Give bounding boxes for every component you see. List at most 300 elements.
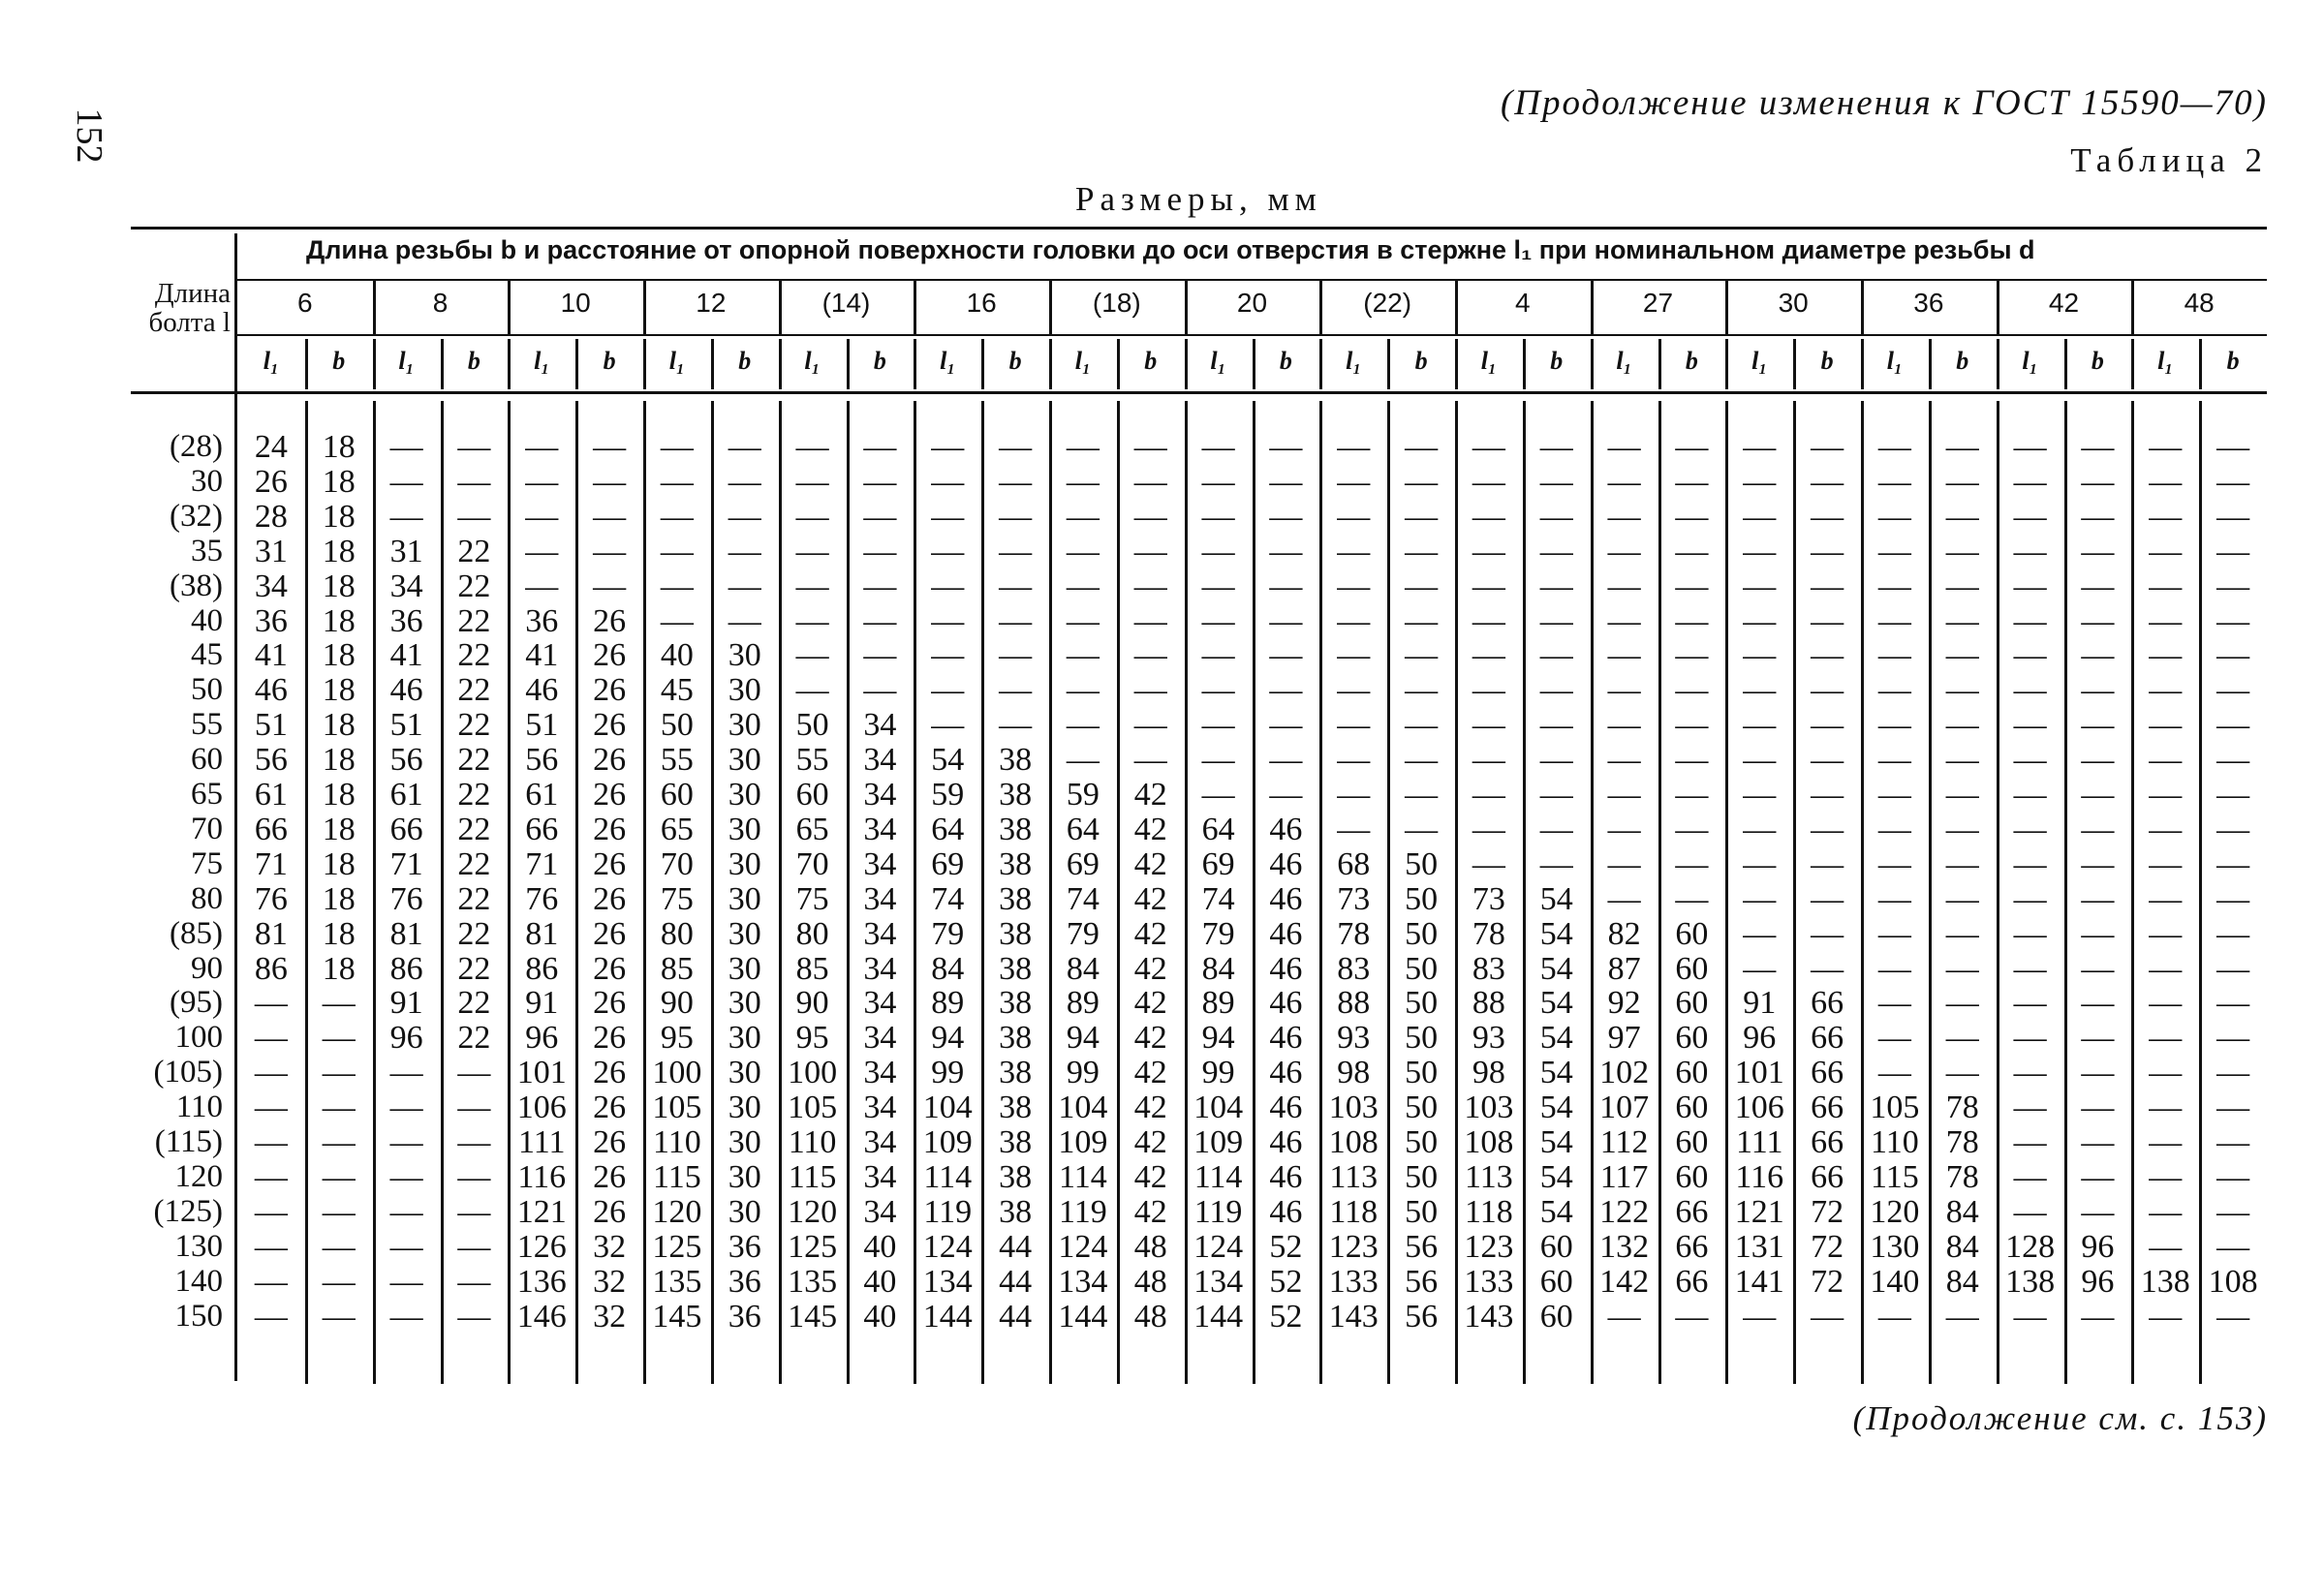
table-cell: —: [1607, 463, 1641, 500]
table-cell: 76: [389, 880, 423, 917]
table-cell: —: [1133, 602, 1167, 639]
table-cell: —: [2149, 880, 2183, 917]
table-cell: —: [2216, 1158, 2250, 1195]
table-cell: 100: [788, 1055, 838, 1091]
table-cell: —: [1945, 707, 1979, 744]
table-cell: —: [1472, 498, 1505, 535]
table-cell: 51: [389, 707, 423, 744]
table-cell: 26: [593, 637, 627, 674]
table-cell: —: [2013, 1193, 2047, 1230]
table-cell: 26: [593, 950, 627, 987]
table-cell: 24: [254, 429, 288, 465]
table-cell: —: [2081, 1158, 2115, 1195]
table-cell: —: [863, 637, 897, 674]
table-cell: —: [1945, 568, 1979, 604]
table-cell: 26: [593, 742, 627, 779]
table-cell: 55: [660, 742, 694, 779]
row-label: 50: [191, 672, 223, 708]
table-cell: 26: [593, 1090, 627, 1126]
table-cell: —: [660, 568, 694, 604]
table-cell: —: [254, 1090, 288, 1126]
table-cell: 143: [1328, 1298, 1379, 1335]
table-cell: 72: [1811, 1263, 1844, 1300]
table-cell: 52: [1269, 1298, 1303, 1335]
table-cell: —: [2013, 533, 2047, 569]
table-cell: 104: [1058, 1090, 1108, 1126]
table-cell: 84: [1945, 1193, 1979, 1230]
table-cell: 61: [525, 777, 559, 813]
table-cell: —: [1945, 1055, 1979, 1091]
table-cell: —: [1405, 742, 1439, 779]
table-cell: 52: [1269, 1228, 1303, 1265]
table-cell: 64: [931, 811, 965, 847]
table-cell: 55: [795, 742, 829, 779]
row-label: 35: [191, 533, 223, 568]
table-cell: —: [1539, 672, 1573, 709]
table-cell: —: [1743, 707, 1777, 744]
table-cell: 94: [1066, 1020, 1100, 1057]
diameter-header: 30: [1778, 288, 1809, 318]
table-cell: 50: [1405, 1055, 1439, 1091]
table-cell: —: [660, 602, 694, 639]
sub-header-b: b: [467, 347, 480, 375]
table-cell: —: [525, 463, 559, 500]
table-cell: 120: [652, 1193, 702, 1230]
table-cell: 76: [254, 880, 288, 917]
table-cell: —: [2081, 533, 2115, 569]
table-cell: —: [931, 637, 965, 674]
sub-header-l1: l₁: [1886, 347, 1904, 375]
table-name: Таблица 2: [2070, 141, 2268, 179]
table-cell: 30: [728, 637, 761, 674]
table-cell: 85: [660, 950, 694, 987]
table-cell: —: [1472, 637, 1505, 674]
table-cell: —: [1945, 1020, 1979, 1057]
table-cell: —: [1472, 707, 1505, 744]
table-cell: —: [1945, 845, 1979, 882]
diameter-divider: [1997, 281, 1999, 334]
table-cell: —: [1539, 742, 1573, 779]
row-label: 110: [175, 1090, 223, 1125]
table-cell: 66: [1811, 985, 1844, 1022]
table-cell: —: [1877, 1055, 1911, 1091]
sub-header-l1: l₁: [534, 347, 550, 375]
table-cell: —: [931, 463, 965, 500]
table-cell: 34: [863, 985, 897, 1022]
table-cell: —: [863, 533, 897, 569]
table-cell: 60: [1675, 1090, 1709, 1126]
table-cell: —: [2216, 915, 2250, 952]
column-divider: [914, 339, 916, 389]
sub-header-l1: l₁: [1346, 347, 1362, 375]
table-cell: —: [593, 533, 627, 569]
table-cell: —: [1539, 637, 1573, 674]
table-cell: 135: [652, 1263, 702, 1300]
table-cell: —: [1607, 637, 1641, 674]
table-cell: 117: [1599, 1158, 1649, 1195]
table-cell: 34: [863, 845, 897, 882]
table-cell: —: [2216, 672, 2250, 709]
table-cell: 89: [1066, 985, 1100, 1022]
table-cell: —: [2216, 1020, 2250, 1057]
table-cell: 42: [1133, 1055, 1167, 1091]
table-cell: 46: [525, 672, 559, 709]
table-cell: 112: [1599, 1124, 1649, 1160]
table-cell: 36: [728, 1298, 761, 1335]
sub-header-l1: l₁: [2157, 347, 2174, 375]
table-cell: 119: [1059, 1193, 1107, 1230]
table-cell: —: [389, 1193, 423, 1230]
table-cell: 22: [457, 985, 491, 1022]
row-label: 70: [191, 811, 223, 846]
table-cell: —: [2081, 777, 2115, 813]
table-cell: —: [1675, 845, 1709, 882]
table-cell: 90: [660, 985, 694, 1022]
sub-header-b: b: [1685, 347, 1698, 375]
table-cell: —: [1675, 602, 1709, 639]
table-cell: —: [1877, 950, 1911, 987]
table-cell: —: [1066, 533, 1100, 569]
row-label: (32): [170, 498, 223, 534]
table-cell: 22: [457, 742, 491, 779]
table-cell: 26: [593, 1158, 627, 1195]
table-cell: —: [2081, 463, 2115, 500]
table-cell: —: [1405, 707, 1439, 744]
row-label: (38): [170, 568, 223, 603]
table-cell: —: [1945, 1298, 1979, 1335]
table-cell: 22: [457, 845, 491, 882]
table-cell: 50: [660, 707, 694, 744]
table-cell: —: [795, 637, 829, 674]
table-cell: —: [525, 568, 559, 604]
table-cell: 134: [1193, 1263, 1244, 1300]
table-cell: 66: [1811, 1020, 1844, 1057]
column-divider: [1185, 339, 1188, 389]
diameter-divider: [1319, 281, 1322, 334]
table-cell: —: [1811, 1298, 1844, 1335]
table-cell: 46: [254, 672, 288, 709]
diameter-header: 8: [432, 288, 449, 318]
table-cell: —: [2216, 1228, 2250, 1265]
table-cell: 46: [1269, 1193, 1303, 1230]
table-cell: 32: [593, 1263, 627, 1300]
diameter-header: 20: [1236, 288, 1268, 318]
table-cell: —: [2216, 1124, 2250, 1160]
column-divider: [1591, 339, 1594, 389]
table-cell: —: [1269, 777, 1303, 813]
sub-header-l1: l₁: [1616, 347, 1632, 375]
table-cell: —: [1811, 672, 1844, 709]
table-cell: —: [999, 637, 1033, 674]
table-cell: 42: [1133, 1193, 1167, 1230]
table-cell: 144: [1193, 1298, 1244, 1335]
table-cell: —: [1811, 568, 1844, 604]
table-cell: 54: [1539, 985, 1573, 1022]
table-cell: 94: [1201, 1020, 1235, 1057]
diameter-divider: [1049, 281, 1052, 334]
header-rule-1: [237, 279, 2267, 281]
diameter-header: 36: [1913, 288, 1944, 318]
table-cell: —: [389, 1263, 423, 1300]
row-label: (85): [170, 915, 223, 951]
table-cell: 51: [525, 707, 559, 744]
table-cell: —: [1743, 742, 1777, 779]
table-cell: 100: [652, 1055, 702, 1091]
table-cell: —: [1945, 463, 1979, 500]
column-divider: [441, 339, 444, 389]
table-cell: —: [1877, 1020, 1911, 1057]
column-divider: [1049, 339, 1052, 389]
table-cell: —: [1811, 533, 1844, 569]
table-cell: —: [863, 568, 897, 604]
table-cell: 84: [1945, 1263, 1979, 1300]
table-cell: 69: [931, 845, 965, 882]
row-label: 65: [191, 777, 223, 812]
table-cell: —: [2081, 707, 2115, 744]
table-cell: —: [1405, 672, 1439, 709]
table-cell: —: [2216, 463, 2250, 500]
table-cell: 42: [1133, 1158, 1167, 1195]
table-cell: 60: [1675, 1055, 1709, 1091]
table-cell: —: [931, 533, 965, 569]
table-cell: —: [254, 1298, 288, 1335]
table-cell: —: [795, 568, 829, 604]
table-cell: 118: [1329, 1193, 1379, 1230]
table-cell: —: [2149, 463, 2183, 500]
table-cell: —: [2149, 1193, 2183, 1230]
table-cell: 42: [1133, 1124, 1167, 1160]
table-cell: —: [1877, 1298, 1911, 1335]
table-cell: —: [795, 429, 829, 465]
table-cell: —: [1811, 950, 1844, 987]
table-cell: —: [1337, 707, 1371, 744]
table-cell: 50: [1405, 985, 1439, 1022]
table-cell: 54: [1539, 915, 1573, 952]
table-cell: —: [457, 1055, 491, 1091]
table-cell: —: [593, 498, 627, 535]
table-cell: 26: [593, 602, 627, 639]
table-cell: —: [1405, 637, 1439, 674]
table-cell: —: [2216, 429, 2250, 465]
table-cell: 50: [1405, 1090, 1439, 1126]
table-cell: 78: [1945, 1124, 1979, 1160]
diameter-divider: [1591, 281, 1594, 334]
table-cell: 74: [931, 880, 965, 917]
table-cell: —: [660, 463, 694, 500]
table-cell: 30: [728, 1090, 761, 1126]
table-cell: —: [2216, 568, 2250, 604]
table-cell: —: [1877, 777, 1911, 813]
table-cell: 34: [863, 777, 897, 813]
diameter-header: (22): [1363, 288, 1412, 318]
table-cell: 83: [1472, 950, 1505, 987]
table-cell: 121: [1734, 1193, 1784, 1230]
table-cell: —: [322, 1263, 356, 1300]
table-cell: —: [1066, 602, 1100, 639]
table-cell: —: [2081, 429, 2115, 465]
sub-header-l1: l₁: [398, 347, 415, 375]
table-cell: 44: [999, 1228, 1033, 1265]
table-cell: —: [2081, 1124, 2115, 1160]
row-label: 75: [191, 845, 223, 881]
table-cell: 34: [863, 1193, 897, 1230]
table-cell: 36: [728, 1228, 761, 1265]
table-cell: 42: [1133, 777, 1167, 813]
table-cell: 80: [660, 915, 694, 952]
table-cell: 60: [1675, 1124, 1709, 1160]
table-cell: —: [1133, 742, 1167, 779]
table-cell: —: [2216, 880, 2250, 917]
table-cell: —: [2081, 811, 2115, 847]
table-cell: 119: [1193, 1193, 1243, 1230]
table-cell: 118: [1465, 1193, 1513, 1230]
table-cell: —: [254, 1020, 288, 1057]
table-cell: 76: [525, 880, 559, 917]
table-cell: 56: [1405, 1298, 1439, 1335]
table-cell: 26: [593, 672, 627, 709]
table-cell: 38: [999, 1158, 1033, 1195]
sizes-label: Размеры, мм: [1075, 180, 1322, 218]
table-cell: 46: [389, 672, 423, 709]
table-cell: —: [1269, 463, 1303, 500]
table-cell: 125: [652, 1228, 702, 1265]
table-cell: —: [1607, 777, 1641, 813]
table-cell: 96: [389, 1020, 423, 1057]
table-cell: —: [1675, 707, 1709, 744]
table-cell: 26: [593, 1124, 627, 1160]
table-cell: 80: [795, 915, 829, 952]
table-cell: —: [1201, 707, 1235, 744]
sub-header-b: b: [1144, 347, 1158, 375]
table-cell: —: [1066, 463, 1100, 500]
table-cell: 81: [254, 915, 288, 952]
table-cell: 18: [322, 915, 356, 952]
row-label: 130: [174, 1228, 223, 1264]
table-cell: 109: [1193, 1124, 1244, 1160]
table-cell: 104: [1193, 1090, 1244, 1126]
table-cell: 72: [1811, 1228, 1844, 1265]
continuation-top: (Продолжение изменения к ГОСТ 15590—70): [1500, 83, 2268, 123]
table-cell: 102: [1599, 1055, 1650, 1091]
table-cell: 22: [457, 811, 491, 847]
table-cell: —: [999, 602, 1033, 639]
table-cell: —: [1607, 742, 1641, 779]
table-cell: —: [728, 429, 761, 465]
table-cell: 106: [1734, 1090, 1784, 1126]
table-cell: —: [1743, 880, 1777, 917]
table-cell: —: [1066, 637, 1100, 674]
diameter-header: (18): [1092, 288, 1141, 318]
row-label: (105): [153, 1055, 223, 1090]
table-cell: 46: [1269, 1020, 1303, 1057]
table-cell: 22: [457, 637, 491, 674]
table-cell: —: [999, 568, 1033, 604]
table-cell: —: [322, 1193, 356, 1230]
table-cell: 46: [1269, 950, 1303, 987]
row-label: 45: [191, 637, 223, 673]
column-divider: [1658, 339, 1661, 389]
table-cell: 18: [322, 811, 356, 847]
table-cell: —: [1337, 568, 1371, 604]
table-cell: —: [457, 498, 491, 535]
table-cell: 85: [795, 950, 829, 987]
table-cell: —: [999, 498, 1033, 535]
table-cell: 18: [322, 533, 356, 569]
table-cell: 84: [1945, 1228, 1979, 1265]
table-cell: 18: [322, 498, 356, 535]
table-cell: 70: [660, 845, 694, 882]
column-divider: [1997, 339, 1999, 389]
table-cell: 22: [457, 880, 491, 917]
column-divider: [1725, 339, 1728, 389]
bolt-length-label: [118, 279, 231, 337]
table-cell: 26: [593, 915, 627, 952]
table-cell: —: [1472, 568, 1505, 604]
table-cell: —: [660, 498, 694, 535]
table-cell: 144: [922, 1298, 973, 1335]
table-cell: —: [1472, 845, 1505, 882]
sub-header-l1: l₁: [1074, 347, 1092, 375]
table-cell: —: [2149, 672, 2183, 709]
table-cell: —: [1743, 568, 1777, 604]
table-cell: 64: [1201, 811, 1235, 847]
table-cell: —: [1269, 707, 1303, 744]
table-cell: —: [322, 1055, 356, 1091]
table-cell: 78: [1945, 1090, 1979, 1126]
table-cell: 18: [322, 672, 356, 709]
table-cell: —: [999, 463, 1033, 500]
table-cell: —: [931, 498, 965, 535]
table-cell: —: [1472, 811, 1505, 847]
sub-header-b: b: [603, 347, 616, 375]
column-divider: [643, 339, 646, 389]
table-cell: —: [2013, 429, 2047, 465]
table-cell: 34: [863, 1020, 897, 1057]
table-cell: 30: [728, 742, 761, 779]
table-cell: —: [2149, 533, 2183, 569]
table-cell: 130: [1870, 1228, 1920, 1265]
table-cell: 81: [525, 915, 559, 952]
table-cell: 38: [999, 1193, 1033, 1230]
table-cell: 32: [593, 1228, 627, 1265]
table-cell: 123: [1328, 1228, 1379, 1265]
table-cell: —: [2216, 1090, 2250, 1126]
table-cell: —: [1201, 568, 1235, 604]
table-cell: —: [1607, 880, 1641, 917]
table-cell: 54: [1539, 950, 1573, 987]
table-cell: 93: [1472, 1020, 1505, 1057]
table-cell: 141: [1734, 1263, 1784, 1300]
table-cell: —: [1743, 1298, 1777, 1335]
table-cell: —: [1675, 672, 1709, 709]
table-cell: 124: [1193, 1228, 1244, 1265]
table-cell: —: [2081, 1193, 2115, 1230]
table-cell: —: [2081, 1298, 2115, 1335]
table-cell: 126: [516, 1228, 567, 1265]
table-cell: —: [2013, 1090, 2047, 1126]
table-cell: 46: [1269, 1158, 1303, 1195]
table-cell: —: [2013, 498, 2047, 535]
table-cell: —: [728, 533, 761, 569]
table-cell: 87: [1607, 950, 1641, 987]
row-label: 100: [174, 1020, 223, 1056]
table-cell: —: [1945, 777, 1979, 813]
table-cell: —: [1337, 602, 1371, 639]
table-cell: —: [1269, 533, 1303, 569]
table-cell: 34: [863, 707, 897, 744]
table-cell: —: [457, 429, 491, 465]
table-cell: 52: [1269, 1263, 1303, 1300]
